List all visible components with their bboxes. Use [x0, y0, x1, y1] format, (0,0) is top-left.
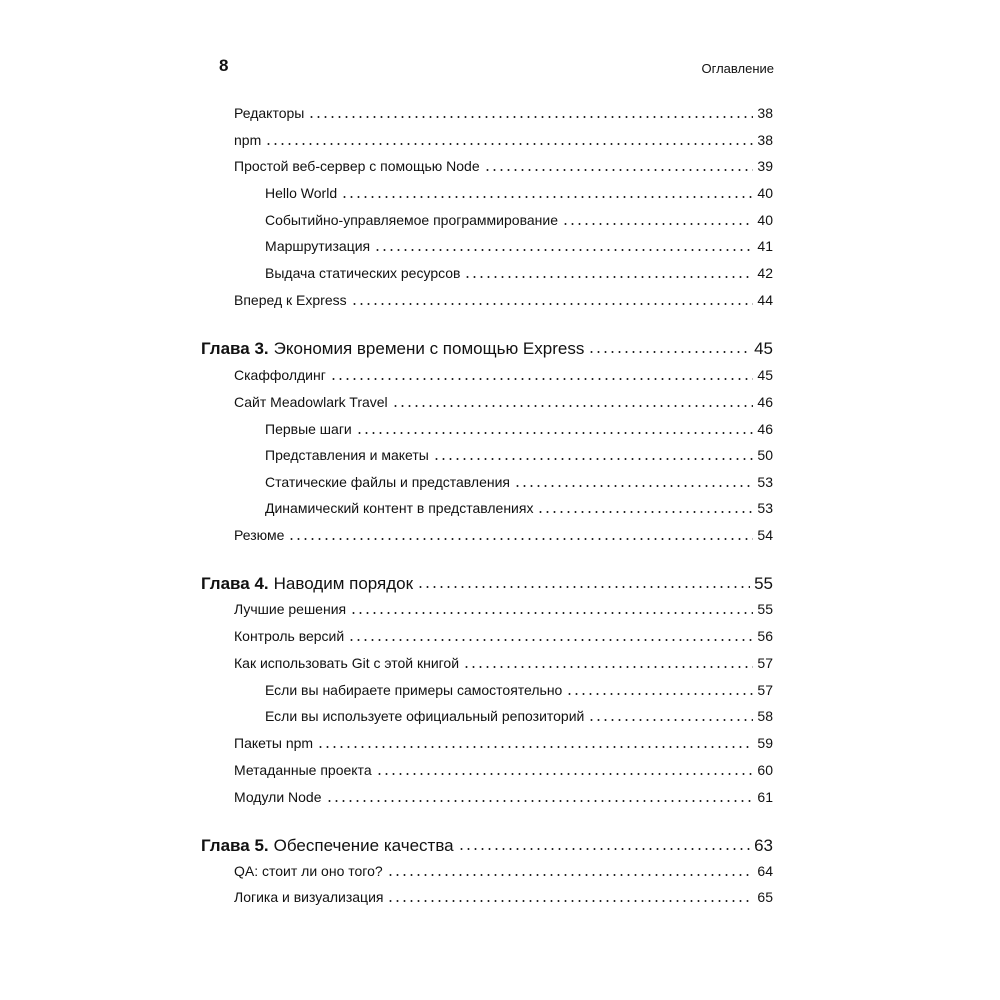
toc-entry [265, 707, 773, 725]
dot-leader [537, 499, 753, 513]
toc-page-number: 56 [757, 628, 773, 644]
toc-entry-title [201, 339, 584, 359]
toc-entry-title: Контроль версий [234, 628, 345, 644]
toc-entry-title: Логика и визуализация [234, 889, 384, 905]
dot-leader [341, 184, 753, 198]
toc-entry-title [201, 836, 454, 856]
dot-leader [562, 211, 753, 225]
toc-entry-title: Событийно-управляемое программирование [265, 212, 558, 228]
toc-entry-title: Сайт Meadowlark Travel [234, 394, 388, 410]
dot-leader [317, 734, 753, 748]
toc-chapter-entry [201, 834, 773, 856]
chapter-title: Обеспечение качества [273, 836, 454, 855]
toc-entry-title [201, 574, 413, 594]
toc-entry [234, 654, 773, 672]
chapter-label: Глава 3. [201, 339, 269, 358]
dot-leader [417, 572, 750, 589]
toc-entry [234, 393, 773, 411]
toc-entry [234, 291, 773, 309]
dot-leader [356, 420, 754, 434]
dot-leader [566, 681, 753, 695]
toc-entry-title: Редакторы [234, 105, 305, 121]
toc-entry-title: Выдача статических ресурсов [265, 265, 461, 281]
dot-leader [387, 862, 754, 876]
dot-leader [463, 654, 753, 668]
dot-leader [514, 473, 753, 487]
toc-page-number: 46 [757, 394, 773, 410]
toc-entry [234, 526, 773, 544]
toc-entry-title: Резюме [234, 527, 285, 543]
toc-entry [234, 157, 773, 175]
toc-entry-title: Как использовать Git с этой книгой [234, 655, 460, 671]
chapter-title: Наводим порядок [273, 574, 414, 593]
toc-entry [265, 446, 773, 464]
toc-entry [234, 888, 773, 906]
toc-page-number: 59 [757, 735, 773, 751]
toc-page-number: 42 [757, 265, 773, 281]
toc-entry-title: Если вы набираете примеры самостоятельно [265, 682, 563, 698]
toc-page-number: 61 [757, 789, 773, 805]
toc-entry-title: QA: стоит ли оно того? [234, 863, 383, 879]
toc-entry-title: Вперед к Express [234, 292, 347, 308]
dot-leader [265, 131, 753, 145]
toc-page-number: 64 [757, 863, 773, 879]
chapter-title: Экономия времени с помощью Express [273, 339, 585, 358]
toc-entry-title: Модули Node [234, 789, 322, 805]
toc-page-number: 63 [754, 836, 773, 855]
toc-page-number: 65 [757, 889, 773, 905]
toc-page-number: 40 [757, 212, 773, 228]
toc-entry [265, 499, 773, 517]
toc-entry [265, 237, 773, 255]
page-number: 8 [219, 56, 229, 75]
chapter-label: Глава 4. [201, 574, 269, 593]
toc-entry [234, 627, 773, 645]
toc-page-number: 60 [757, 762, 773, 778]
running-title: Оглавление [701, 61, 774, 76]
toc-entry-title: Представления и макеты [265, 447, 429, 463]
toc-page-number: 55 [754, 574, 773, 593]
dot-leader [374, 237, 753, 251]
toc-page-number: 58 [757, 708, 773, 724]
toc-entry-title: Метаданные проекта [234, 762, 372, 778]
toc-page-number: 46 [757, 421, 773, 437]
toc-entry [234, 788, 773, 806]
dot-leader [392, 393, 754, 407]
toc-entry-title: Первые шаги [265, 421, 352, 437]
toc-page-number: 45 [757, 367, 773, 383]
toc-entry [234, 366, 773, 384]
dot-leader [308, 104, 753, 118]
chapter-label: Глава 5. [201, 836, 269, 855]
toc-page-number: 54 [757, 527, 773, 543]
toc-entry [234, 761, 773, 779]
toc-entry [234, 734, 773, 752]
toc-entry [265, 184, 773, 202]
toc-entry [234, 131, 773, 149]
toc-page-number: 53 [757, 500, 773, 516]
toc-entry-title: Статические файлы и представления [265, 474, 510, 490]
toc-entry [234, 862, 773, 880]
toc-entry [234, 600, 773, 618]
toc-entry-title: Hello World [265, 185, 338, 201]
dot-leader [376, 761, 754, 775]
toc-entry [265, 681, 773, 699]
dot-leader [458, 834, 750, 851]
toc-entry [265, 420, 773, 438]
toc-entry-title: Если вы используете официальный репозиторий [265, 708, 585, 724]
toc-entry-title: Пакеты npm [234, 735, 314, 751]
toc-page-number: 44 [757, 292, 773, 308]
toc-entry-title: Лучшие решения [234, 601, 347, 617]
dot-leader [484, 157, 754, 171]
dot-leader [387, 888, 753, 902]
toc-entry-title: Маршрутизация [265, 238, 371, 254]
dot-leader [433, 446, 754, 460]
toc-page-number: 40 [757, 185, 773, 201]
toc-page-number: 38 [757, 132, 773, 148]
dot-leader [350, 600, 753, 614]
dot-leader [326, 788, 754, 802]
toc-entry [265, 264, 773, 282]
toc-page-number: 50 [757, 447, 773, 463]
toc-entry-title: npm [234, 132, 262, 148]
toc-entry-title: Скаффолдинг [234, 367, 326, 383]
toc-page-number: 41 [757, 238, 773, 254]
dot-leader [588, 707, 753, 721]
toc-entry-title: Динамический контент в представлениях [265, 500, 534, 516]
toc-chapter-entry [201, 337, 773, 359]
dot-leader [464, 264, 753, 278]
dot-leader [330, 366, 754, 380]
dot-leader [351, 291, 754, 305]
toc-page-number: 55 [757, 601, 773, 617]
toc-page-number: 57 [757, 682, 773, 698]
toc-page-number: 38 [757, 105, 773, 121]
dot-leader [288, 526, 753, 540]
toc-entry [234, 104, 773, 122]
toc-page-number: 39 [757, 158, 773, 174]
dot-leader [348, 627, 753, 641]
toc-page-number: 57 [757, 655, 773, 671]
toc-entry [265, 211, 773, 229]
dot-leader [588, 337, 750, 354]
toc-page-number: 53 [757, 474, 773, 490]
toc-chapter-entry [201, 572, 773, 594]
toc-entry [265, 473, 773, 491]
toc-entry-title: Простой веб-сервер с помощью Node [234, 158, 480, 174]
toc-page-number: 45 [754, 339, 773, 358]
